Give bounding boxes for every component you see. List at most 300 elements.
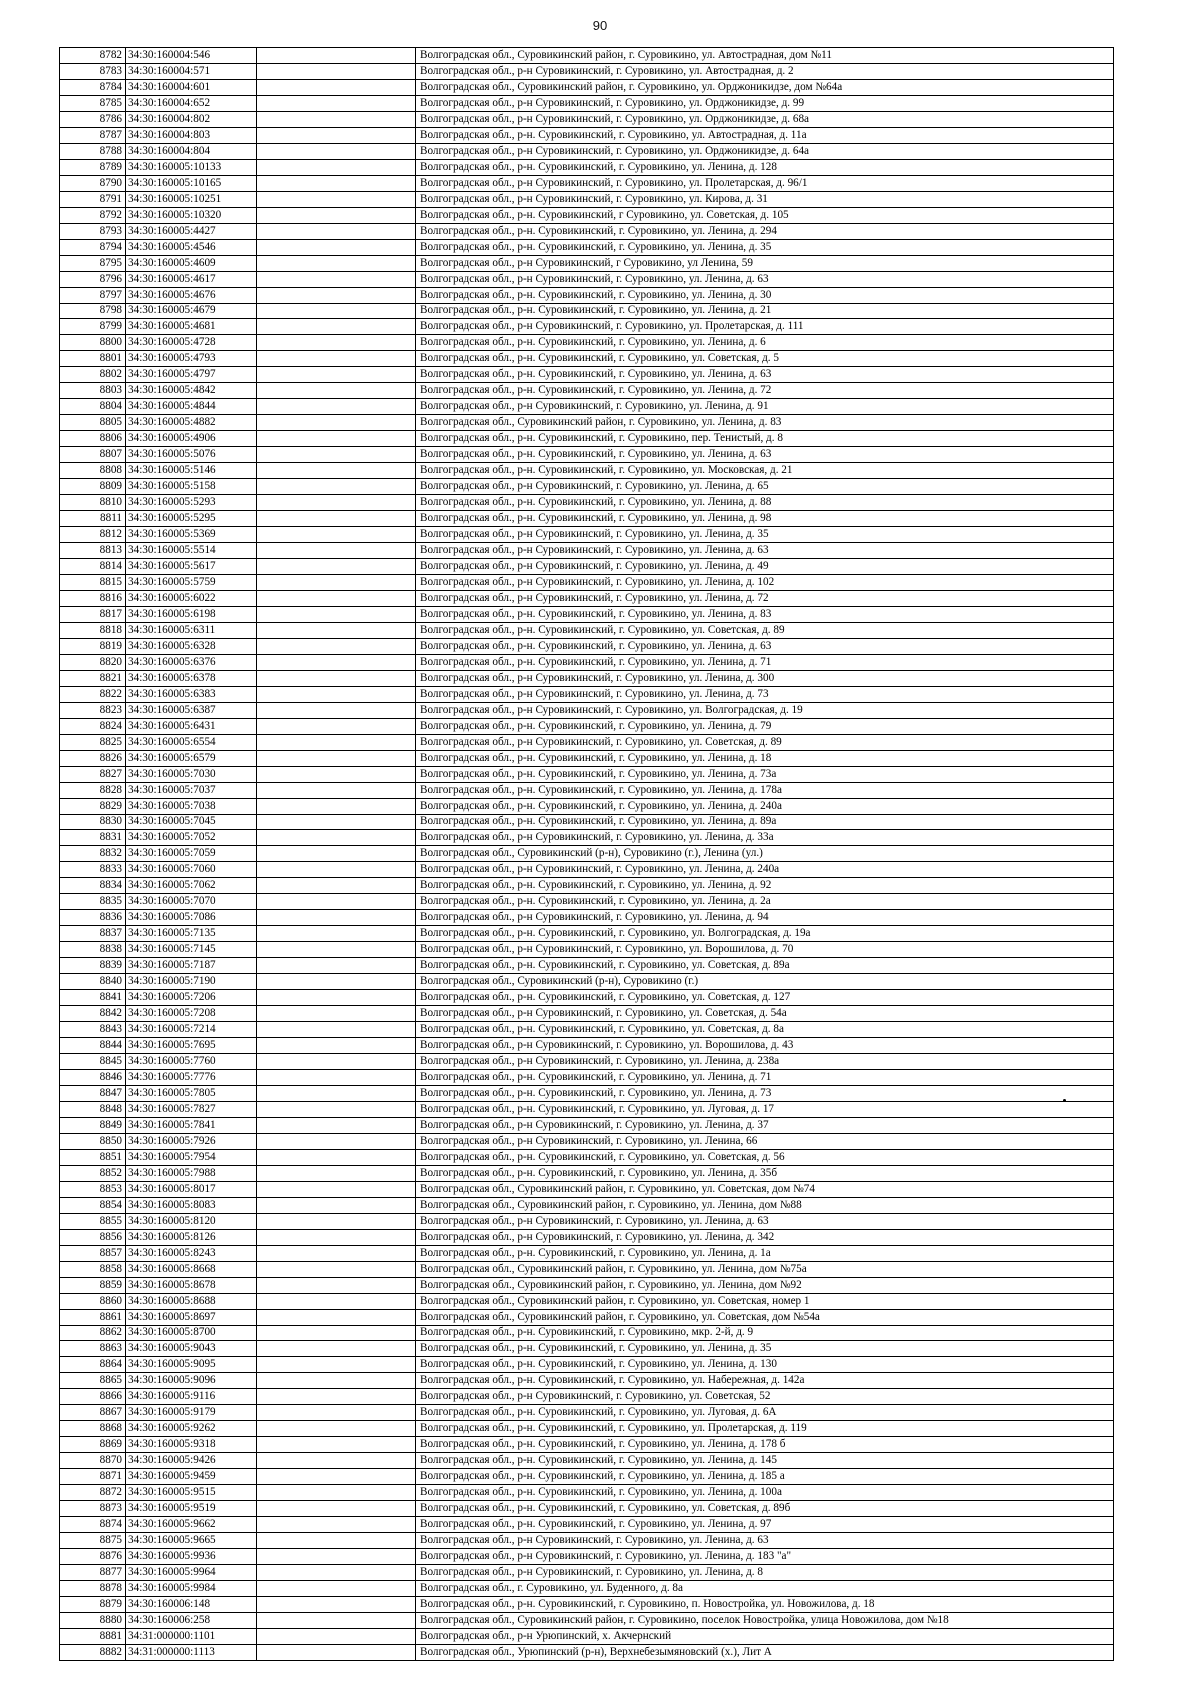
row-number-cell: 8862 (60, 1325, 126, 1341)
empty-cell (257, 1309, 416, 1325)
row-number-cell: 8801 (60, 351, 126, 367)
empty-cell (257, 590, 416, 606)
empty-cell (257, 878, 416, 894)
cadastral-number-cell: 34:30:160005:7187 (126, 958, 257, 974)
address-cell: Волгоградская обл., р-н. Суровикинский, г. Суровикино, ул. Ленина, д. 63 (416, 367, 1114, 383)
address-cell: Волгоградская обл., р-н. Суровикинский, г. Суровикино, ул. Ленина, д. 294 (416, 223, 1114, 239)
table-row (60, 207, 1114, 223)
address-cell: Волгоградская обл., г. Суровикино, ул. Буденного, д. 8а (416, 1581, 1114, 1597)
empty-cell (257, 782, 416, 798)
address-cell: Волгоградская обл., р-н. Суровикинский, г. Суровикино, ул. Ленина, д. 89а (416, 814, 1114, 830)
row-number-cell: 8793 (60, 223, 126, 239)
cadastral-number-cell: 34:30:160005:4906 (126, 431, 257, 447)
table-row (60, 1453, 1114, 1469)
row-number-cell: 8796 (60, 271, 126, 287)
table-row (60, 974, 1114, 990)
cadastral-number-cell: 34:30:160004:571 (126, 63, 257, 79)
cadastral-number-cell: 34:30:160005:7827 (126, 1101, 257, 1117)
table-row (60, 559, 1114, 575)
empty-cell (257, 1117, 416, 1133)
address-cell: Волгоградская обл., р-н Суровикинский, г. Суровикино, ул. Ленина, д. 35 (416, 527, 1114, 543)
address-cell: Волгоградская обл., р-н Суровикинский, г. Суровикино, ул. Ленина, д. 300 (416, 670, 1114, 686)
address-cell: Волгоградская обл., р-н Суровикинский, г. Суровикино, ул. Ленина, 66 (416, 1133, 1114, 1149)
cadastral-number-cell: 34:30:160005:9665 (126, 1533, 257, 1549)
row-number-cell: 8845 (60, 1054, 126, 1070)
table-row (60, 1133, 1114, 1149)
empty-cell (257, 1085, 416, 1101)
address-cell: Волгоградская обл., Суровикинский район, г. Суровикино, поселок Новостройка, улица Новожилова, дом №18 (416, 1612, 1114, 1628)
empty-cell (257, 1197, 416, 1213)
row-number-cell: 8858 (60, 1261, 126, 1277)
row-number-cell: 8864 (60, 1357, 126, 1373)
row-number-cell: 8818 (60, 622, 126, 638)
empty-cell (257, 175, 416, 191)
empty-cell (257, 622, 416, 638)
table-row (60, 1389, 1114, 1405)
table-row (60, 1405, 1114, 1421)
table-row (60, 1437, 1114, 1453)
address-cell: Волгоградская обл., р-н. Суровикинский, г. Суровикино, ул. Ленина, д. 98 (416, 511, 1114, 527)
address-cell: Волгоградская обл., Суровикинский район, г. Суровикино, ул. Советская, дом №74 (416, 1181, 1114, 1197)
row-number-cell: 8872 (60, 1485, 126, 1501)
row-number-cell: 8805 (60, 415, 126, 431)
empty-cell (257, 862, 416, 878)
table-row (60, 111, 1114, 127)
address-cell: Волгоградская обл., р-н Суровикинский, г. Суровикино, ул. Ленина, д. 342 (416, 1229, 1114, 1245)
empty-cell (257, 383, 416, 399)
empty-cell (257, 1357, 416, 1373)
address-cell: Волгоградская обл., р-н. Суровикинский, г. Суровикино, ул. Ленина, д. 178а (416, 782, 1114, 798)
row-number-cell: 8789 (60, 159, 126, 175)
row-number-cell: 8859 (60, 1277, 126, 1293)
cadastral-number-cell: 34:30:160005:4882 (126, 415, 257, 431)
row-number-cell: 8842 (60, 1006, 126, 1022)
cadastral-number-cell: 34:30:160005:9459 (126, 1469, 257, 1485)
cadastral-number-cell: 34:30:160005:7052 (126, 830, 257, 846)
empty-cell (257, 910, 416, 926)
empty-cell (257, 239, 416, 255)
address-cell: Волгоградская обл., р-н Суровикинский, г. Суровикино, ул. Ворошилова, д. 43 (416, 1038, 1114, 1054)
row-number-cell: 8808 (60, 463, 126, 479)
row-number-cell: 8798 (60, 303, 126, 319)
empty-cell (257, 495, 416, 511)
empty-cell (257, 830, 416, 846)
cadastral-number-cell: 34:30:160005:9426 (126, 1453, 257, 1469)
empty-cell (257, 1501, 416, 1517)
address-cell: Волгоградская обл., р-н. Суровикинский, г. Суровикино, п. Новостройка, ул. Новожилова, д. 18 (416, 1596, 1114, 1612)
address-cell: Волгоградская обл., р-н. Суровикинский, г. Суровикино, ул. Автострадная, д. 11а (416, 127, 1114, 143)
address-cell: Волгоградская обл., р-н. Суровикинский, г. Суровикино, ул. Ленина, д. 185 а (416, 1469, 1114, 1485)
address-cell: Волгоградская обл., Суровикинский район, г. Суровикино, ул. Советская, номер 1 (416, 1293, 1114, 1309)
cadastral-number-cell: 34:30:160005:10165 (126, 175, 257, 191)
row-number-cell: 8813 (60, 543, 126, 559)
cadastral-number-cell: 34:30:160006:258 (126, 1612, 257, 1628)
address-cell: Волгоградская обл., р-н Суровикинский, г. Суровикино, ул. Ленина, д. 91 (416, 399, 1114, 415)
cadastral-number-cell: 34:30:160005:9515 (126, 1485, 257, 1501)
address-cell: Волгоградская обл., р-н Суровикинский, г. Суровикино, ул. Пролетарская, д. 96/1 (416, 175, 1114, 191)
row-number-cell: 8848 (60, 1101, 126, 1117)
cadastral-number-cell: 34:30:160005:9519 (126, 1501, 257, 1517)
empty-cell (257, 1101, 416, 1117)
empty-cell (257, 686, 416, 702)
cadastral-number-cell: 34:30:160005:6328 (126, 638, 257, 654)
table-row (60, 734, 1114, 750)
cadastral-number-cell: 34:30:160005:7926 (126, 1133, 257, 1149)
cadastral-number-cell: 34:30:160005:7060 (126, 862, 257, 878)
empty-cell (257, 670, 416, 686)
empty-cell (257, 1070, 416, 1086)
row-number-cell: 8873 (60, 1501, 126, 1517)
cadastral-number-cell: 34:30:160005:9964 (126, 1565, 257, 1581)
cadastral-number-cell: 34:30:160005:5295 (126, 511, 257, 527)
row-number-cell: 8787 (60, 127, 126, 143)
table-row (60, 63, 1114, 79)
address-cell: Волгоградская обл., р-н. Суровикинский, г. Суровикино, ул. Ленина, д. 71 (416, 1070, 1114, 1086)
empty-cell (257, 1533, 416, 1549)
cadastral-number-cell: 34:30:160005:7208 (126, 1006, 257, 1022)
empty-cell (257, 479, 416, 495)
table-row (60, 143, 1114, 159)
row-number-cell: 8868 (60, 1421, 126, 1437)
cadastral-number-cell: 34:30:160005:4797 (126, 367, 257, 383)
table-row (60, 1022, 1114, 1038)
address-cell: Волгоградская обл., р-н Урюпинский, х. Акчернский (416, 1628, 1114, 1644)
cadastral-number-cell: 34:30:160005:7206 (126, 990, 257, 1006)
empty-cell (257, 159, 416, 175)
table-row (60, 399, 1114, 415)
cadastral-number-cell: 34:30:160005:4676 (126, 287, 257, 303)
row-number-cell: 8806 (60, 431, 126, 447)
row-number-cell: 8831 (60, 830, 126, 846)
table-row (60, 1149, 1114, 1165)
cadastral-number-cell: 34:30:160005:8120 (126, 1213, 257, 1229)
table-row (60, 1357, 1114, 1373)
empty-cell (257, 926, 416, 942)
table-row (60, 191, 1114, 207)
cadastral-number-cell: 34:30:160005:8668 (126, 1261, 257, 1277)
table-row (60, 1309, 1114, 1325)
row-number-cell: 8785 (60, 95, 126, 111)
table-row (60, 846, 1114, 862)
cadastral-number-cell: 34:30:160004:546 (126, 48, 257, 64)
empty-cell (257, 207, 416, 223)
empty-cell (257, 750, 416, 766)
empty-cell (257, 399, 416, 415)
address-cell: Волгоградская обл., Суровикинский район, г. Суровикино, ул. Ленина, дом №92 (416, 1277, 1114, 1293)
registry-table (59, 47, 1114, 1661)
address-cell: Волгоградская обл., р-н. Суровикинский, г. Суровикино, ул. Пролетарская, д. 119 (416, 1421, 1114, 1437)
empty-cell (257, 1437, 416, 1453)
row-number-cell: 8882 (60, 1644, 126, 1660)
empty-cell (257, 1628, 416, 1644)
address-cell: Волгоградская обл., р-н. Суровикинский, г. Суровикино, ул. Ленина, д. 35 (416, 239, 1114, 255)
address-cell: Волгоградская обл., р-н Суровикинский, г. Суровикино, ул. Ленина, д. 37 (416, 1117, 1114, 1133)
address-cell: Волгоградская обл., р-н Суровикинский, г. Суровикино, ул. Ленина, д. 94 (416, 910, 1114, 926)
address-cell: Волгоградская обл., р-н. Суровикинский, г. Суровикино, пер. Тенистый, д. 8 (416, 431, 1114, 447)
row-number-cell: 8833 (60, 862, 126, 878)
address-cell: Волгоградская обл., р-н. Суровикинский, г. Суровикино, ул. Советская, д. 89а (416, 958, 1114, 974)
cadastral-number-cell: 34:30:160005:6311 (126, 622, 257, 638)
empty-cell (257, 814, 416, 830)
row-number-cell: 8792 (60, 207, 126, 223)
empty-cell (257, 1517, 416, 1533)
row-number-cell: 8874 (60, 1517, 126, 1533)
row-number-cell: 8825 (60, 734, 126, 750)
scan-speck (1063, 1099, 1066, 1102)
empty-cell (257, 942, 416, 958)
cadastral-number-cell: 34:30:160005:7776 (126, 1070, 257, 1086)
table-row (60, 1213, 1114, 1229)
table-row (60, 335, 1114, 351)
empty-cell (257, 654, 416, 670)
empty-cell (257, 638, 416, 654)
empty-cell (257, 48, 416, 64)
table-row (60, 1533, 1114, 1549)
address-cell: Волгоградская обл., р-н. Суровикинский, г. Суровикино, ул. Ленина, д. 18 (416, 750, 1114, 766)
empty-cell (257, 1644, 416, 1660)
address-cell: Волгоградская обл., р-н Суровикинский, г. Суровикино, ул. Советская, 52 (416, 1389, 1114, 1405)
row-number-cell: 8794 (60, 239, 126, 255)
table-row (60, 750, 1114, 766)
cadastral-number-cell: 34:30:160005:10133 (126, 159, 257, 175)
table-row (60, 511, 1114, 527)
empty-cell (257, 1325, 416, 1341)
empty-cell (257, 718, 416, 734)
address-cell: Волгоградская обл., р-н. Суровикинский, г. Суровикино, ул. Советская, д. 8а (416, 1022, 1114, 1038)
cadastral-number-cell: 34:30:160005:6378 (126, 670, 257, 686)
address-cell: Волгоградская обл., р-н. Суровикинский, г. Суровикино, ул. Ленина, д. 1а (416, 1245, 1114, 1261)
cadastral-number-cell: 34:30:160005:7841 (126, 1117, 257, 1133)
row-number-cell: 8850 (60, 1133, 126, 1149)
table-row (60, 1644, 1114, 1660)
address-cell: Волгоградская обл., р-н Суровикинский, г. Суровикино, ул. Ленина, д. 63 (416, 271, 1114, 287)
cadastral-number-cell: 34:30:160004:802 (126, 111, 257, 127)
cadastral-number-cell: 34:30:160005:5076 (126, 447, 257, 463)
cadastral-number-cell: 34:30:160005:6431 (126, 718, 257, 734)
empty-cell (257, 447, 416, 463)
table-row (60, 1628, 1114, 1644)
cadastral-number-cell: 34:30:160005:4681 (126, 319, 257, 335)
cadastral-number-cell: 34:30:160005:8126 (126, 1229, 257, 1245)
empty-cell (257, 1006, 416, 1022)
table-row (60, 543, 1114, 559)
address-cell: Волгоградская обл., р-н. Суровикинский, г. Суровикино, ул. Советская, д. 89б (416, 1501, 1114, 1517)
address-cell: Волгоградская обл., р-н Суровикинский, г. Суровикино, ул. Кирова, д. 31 (416, 191, 1114, 207)
page-number: 90 (592, 18, 608, 33)
row-number-cell: 8823 (60, 702, 126, 718)
empty-cell (257, 223, 416, 239)
cadastral-number-cell: 34:30:160004:601 (126, 79, 257, 95)
address-cell: Волгоградская обл., р-н Суровикинский, г. Суровикино, ул. Ленина, д. 183 "а" (416, 1549, 1114, 1565)
row-number-cell: 8783 (60, 63, 126, 79)
address-cell: Волгоградская обл., р-н. Суровикинский, г. Суровикино, ул. Ленина, д. 30 (416, 287, 1114, 303)
row-number-cell: 8853 (60, 1181, 126, 1197)
row-number-cell: 8866 (60, 1389, 126, 1405)
cadastral-number-cell: 34:30:160005:9318 (126, 1437, 257, 1453)
address-cell: Волгоградская обл., р-н Суровикинский, г. Суровикино, ул. Ленина, д. 72 (416, 590, 1114, 606)
empty-cell (257, 990, 416, 1006)
table-row (60, 303, 1114, 319)
table-row (60, 590, 1114, 606)
address-cell: Волгоградская обл., р-н Суровикинский, г. Суровикино, ул. Ленина, д. 240а (416, 862, 1114, 878)
cadastral-number-cell: 34:30:160005:10251 (126, 191, 257, 207)
address-cell: Волгоградская обл., р-н. Суровикинский, г. Суровикино, ул. Ленина, д. 79 (416, 718, 1114, 734)
table-row (60, 1517, 1114, 1533)
address-cell: Волгоградская обл., р-н Суровикинский, г. Суровикино, ул. Пролетарская, д. 111 (416, 319, 1114, 335)
table-row (60, 638, 1114, 654)
address-cell: Волгоградская обл., р-н. Суровикинский, г. Суровикино, ул. Набережная, д. 142а (416, 1373, 1114, 1389)
table-row (60, 574, 1114, 590)
cadastral-number-cell: 34:30:160005:7059 (126, 846, 257, 862)
address-cell: Волгоградская обл., р-н Суровикинский, г. Суровикино, ул. Автострадная, д. 2 (416, 63, 1114, 79)
empty-cell (257, 1341, 416, 1357)
empty-cell (257, 1245, 416, 1261)
table-row (60, 990, 1114, 1006)
table-row (60, 830, 1114, 846)
empty-cell (257, 1421, 416, 1437)
table-row (60, 926, 1114, 942)
empty-cell (257, 127, 416, 143)
empty-cell (257, 1549, 416, 1565)
table-row (60, 1293, 1114, 1309)
table-row (60, 1596, 1114, 1612)
row-number-cell: 8836 (60, 910, 126, 926)
table-row (60, 447, 1114, 463)
empty-cell (257, 734, 416, 750)
table-row (60, 1181, 1114, 1197)
empty-cell (257, 1389, 416, 1405)
address-cell: Волгоградская обл., Суровикинский район, г. Суровикино, ул. Ленина, дом №88 (416, 1197, 1114, 1213)
row-number-cell: 8809 (60, 479, 126, 495)
row-number-cell: 8790 (60, 175, 126, 191)
cadastral-number-cell: 34:30:160005:7954 (126, 1149, 257, 1165)
address-cell: Волгоградская обл., Урюпинский (р-н), Верхнебезымяновский (х.), Лит А (416, 1644, 1114, 1660)
table-row (60, 1501, 1114, 1517)
address-cell: Волгоградская обл., р-н. Суровикинский, г. Суровикино, ул. Московская, д. 21 (416, 463, 1114, 479)
cadastral-number-cell: 34:30:160005:7062 (126, 878, 257, 894)
table-row (60, 1612, 1114, 1628)
row-number-cell: 8839 (60, 958, 126, 974)
row-number-cell: 8786 (60, 111, 126, 127)
cadastral-number-cell: 34:30:160005:6387 (126, 702, 257, 718)
cadastral-number-cell: 34:30:160005:5369 (126, 527, 257, 543)
address-cell: Волгоградская обл., р-н Суровикинский, г. Суровикино, ул. Волгоградская, д. 19 (416, 702, 1114, 718)
table-row (60, 1245, 1114, 1261)
cadastral-number-cell: 34:30:160005:9096 (126, 1373, 257, 1389)
table-row (60, 127, 1114, 143)
row-number-cell: 8822 (60, 686, 126, 702)
row-number-cell: 8803 (60, 383, 126, 399)
cadastral-number-cell: 34:30:160005:5514 (126, 543, 257, 559)
row-number-cell: 8852 (60, 1165, 126, 1181)
row-number-cell: 8877 (60, 1565, 126, 1581)
row-number-cell: 8835 (60, 894, 126, 910)
table-row (60, 958, 1114, 974)
row-number-cell: 8810 (60, 495, 126, 511)
table-row (60, 255, 1114, 271)
empty-cell (257, 63, 416, 79)
address-cell: Волгоградская обл., р-н Суровикинский, г. Суровикино, ул. Ленина, д. 49 (416, 559, 1114, 575)
address-cell: Волгоградская обл., р-н Суровикинский, г. Суровикино, ул. Ленина, д. 63 (416, 1533, 1114, 1549)
address-cell: Волгоградская обл., Суровикинский район, г. Суровикино, ул. Орджоникидзе, дом №64а (416, 79, 1114, 95)
empty-cell (257, 958, 416, 974)
address-cell: Волгоградская обл., р-н. Суровикинский, г. Суровикино, ул. Ленина, д. 88 (416, 495, 1114, 511)
row-number-cell: 8871 (60, 1469, 126, 1485)
empty-cell (257, 1054, 416, 1070)
cadastral-number-cell: 34:30:160005:7135 (126, 926, 257, 942)
address-cell: Волгоградская обл., р-н. Суровикинский, г. Суровикино, ул. Ленина, д. 100а (416, 1485, 1114, 1501)
address-cell: Волгоградская обл., р-н. Суровикинский, г. Суровикино, ул. Волгоградская, д. 19а (416, 926, 1114, 942)
address-cell: Волгоградская обл., р-н Суровикинский, г. Суровикино, ул. Орджоникидзе, д. 68а (416, 111, 1114, 127)
table-row (60, 1325, 1114, 1341)
table-row (60, 782, 1114, 798)
cadastral-number-cell: 34:30:160005:6579 (126, 750, 257, 766)
cadastral-number-cell: 34:30:160005:10320 (126, 207, 257, 223)
address-cell: Волгоградская обл., р-н Суровикинский, г. Суровикино, ул. Ленина, д. 63 (416, 1213, 1114, 1229)
table-row (60, 814, 1114, 830)
address-cell: Волгоградская обл., р-н. Суровикинский, г. Суровикино, ул. Ленина, д. 83 (416, 606, 1114, 622)
address-cell: Волгоградская обл., р-н. Суровикинский, г. Суровикино, ул. Ленина, д. 71 (416, 654, 1114, 670)
address-cell: Волгоградская обл., р-н. Суровикинский, г. Суровикино, ул. Ленина, д. 72 (416, 383, 1114, 399)
row-number-cell: 8841 (60, 990, 126, 1006)
row-number-cell: 8860 (60, 1293, 126, 1309)
row-number-cell: 8827 (60, 766, 126, 782)
table-row (60, 495, 1114, 511)
cadastral-number-cell: 34:30:160005:7988 (126, 1165, 257, 1181)
cadastral-number-cell: 34:30:160004:652 (126, 95, 257, 111)
cadastral-number-cell: 34:30:160005:4609 (126, 255, 257, 271)
cadastral-number-cell: 34:30:160005:7760 (126, 1054, 257, 1070)
table-row (60, 1421, 1114, 1437)
cadastral-number-cell: 34:30:160005:8083 (126, 1197, 257, 1213)
registry-table-body (60, 48, 1114, 1661)
row-number-cell: 8784 (60, 79, 126, 95)
cadastral-number-cell: 34:30:160005:7214 (126, 1022, 257, 1038)
empty-cell (257, 431, 416, 447)
row-number-cell: 8830 (60, 814, 126, 830)
row-number-cell: 8865 (60, 1373, 126, 1389)
row-number-cell: 8829 (60, 798, 126, 814)
empty-cell (257, 1165, 416, 1181)
address-cell: Волгоградская обл., р-н. Суровикинский, г. Суровикино, ул. Ленина, д. 63 (416, 447, 1114, 463)
empty-cell (257, 1405, 416, 1421)
empty-cell (257, 606, 416, 622)
table-row (60, 1054, 1114, 1070)
address-cell: Волгоградская обл., р-н. Суровикинский, г. Суровикино, ул. Луговая, д. 6А (416, 1405, 1114, 1421)
empty-cell (257, 1133, 416, 1149)
table-row (60, 319, 1114, 335)
address-cell: Волгоградская обл., р-н. Суровикинский, г. Суровикино, ул. Луговая, д. 17 (416, 1101, 1114, 1117)
empty-cell (257, 191, 416, 207)
table-row (60, 1581, 1114, 1597)
table-row (60, 431, 1114, 447)
row-number-cell: 8826 (60, 750, 126, 766)
cadastral-number-cell: 34:31:000000:1113 (126, 1644, 257, 1660)
table-row (60, 1085, 1114, 1101)
row-number-cell: 8863 (60, 1341, 126, 1357)
empty-cell (257, 287, 416, 303)
empty-cell (257, 143, 416, 159)
row-number-cell: 8819 (60, 638, 126, 654)
cadastral-number-cell: 34:30:160005:7086 (126, 910, 257, 926)
table-row (60, 1038, 1114, 1054)
row-number-cell: 8838 (60, 942, 126, 958)
address-cell: Волгоградская обл., р-н Суровикинский, г. Суровикино, ул. Советская, д. 89 (416, 734, 1114, 750)
address-cell: Волгоградская обл., р-н. Суровикинский, г. Суровикино, мкр. 2-й, д. 9 (416, 1325, 1114, 1341)
row-number-cell: 8804 (60, 399, 126, 415)
row-number-cell: 8814 (60, 559, 126, 575)
cadastral-number-cell: 34:31:000000:1101 (126, 1628, 257, 1644)
